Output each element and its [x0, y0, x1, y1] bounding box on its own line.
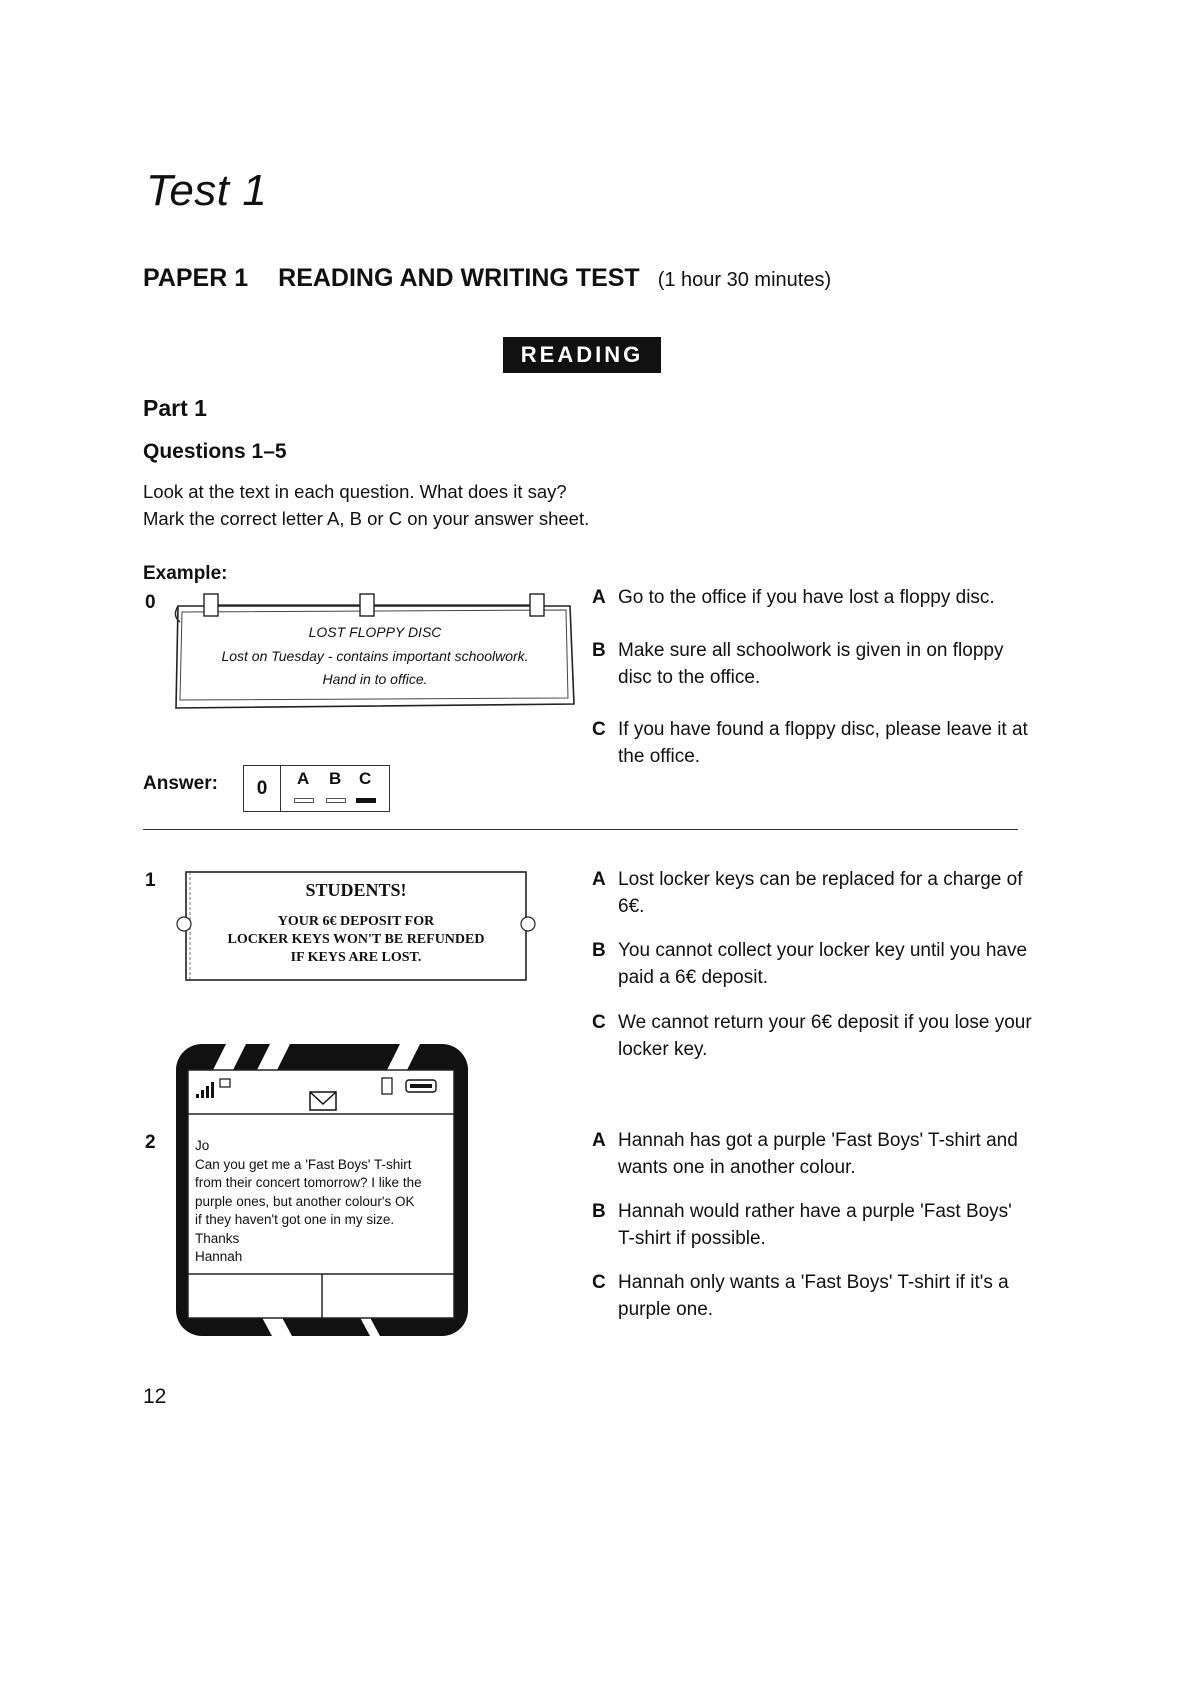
example-option-b [592, 637, 1032, 691]
answer-mark-b [326, 798, 346, 803]
test-title: Test 1 [146, 166, 268, 215]
paper-label: PAPER 1 [143, 264, 249, 292]
option-text: Hannah only wants a 'Fast Boys' T-shirt if it's a purple one. [618, 1272, 1009, 1320]
sms-line-1: Jo [195, 1138, 210, 1153]
sign-line-3: IF KEYS ARE LOST. [290, 950, 422, 965]
paper-heading [143, 264, 831, 293]
option-text: Make sure all schoolwork is given in on floppy disc to the office. [618, 640, 1004, 688]
part-title: Part 1 [143, 395, 207, 421]
sign-line-2: LOCKER KEYS WON'T BE REFUNDED [227, 932, 485, 947]
notice-line-1: Lost on Tuesday - contains important schoolwork. [221, 648, 529, 664]
notice-line-2: Hand in to office. [322, 671, 428, 687]
answer-letter-c: C [359, 769, 372, 788]
sms-line-7: Hannah [195, 1249, 243, 1264]
example-number: 0 [145, 592, 156, 613]
paper-name: READING AND WRITING TEST [278, 264, 640, 292]
question-2-option-c [592, 1269, 1032, 1323]
question-2-number: 2 [145, 1132, 156, 1153]
answer-mark-c [356, 798, 376, 803]
answer-label: Answer: [143, 773, 218, 794]
answer-box [243, 765, 390, 812]
sign-heading: STUDENTS! [305, 880, 407, 900]
question-2-option-b [592, 1198, 1032, 1252]
option-letter: C [592, 719, 606, 740]
pin-icon [204, 594, 218, 616]
option-letter: B [592, 640, 606, 661]
question-1-number: 1 [145, 870, 156, 891]
section-banner: READING [503, 337, 661, 373]
question-1-option-c [592, 1009, 1032, 1063]
option-text: Hannah would rather have a purple 'Fast Boys' T-shirt if possible. [618, 1201, 1012, 1249]
option-letter: B [592, 1201, 606, 1222]
option-letter: A [592, 869, 606, 890]
question-1-option-a [592, 866, 1032, 920]
answer-letter-b: B [329, 769, 342, 788]
page-number: 12 [143, 1385, 167, 1408]
sms-line-3: from their concert tomorrow? I like the [195, 1175, 422, 1190]
option-text: You cannot collect your locker key until you have paid a 6€ deposit. [618, 940, 1028, 988]
sms-line-2: Can you get me a 'Fast Boys' T-shirt [195, 1156, 412, 1172]
pin-icon [530, 594, 544, 616]
option-text: If you have found a floppy disc, please leave it at the office. [618, 719, 1028, 767]
option-text: We cannot return your 6€ deposit if you lose your locker key. [618, 1012, 1032, 1060]
option-letter: A [592, 587, 606, 608]
example-option-c [592, 716, 1032, 770]
option-text: Go to the office if you have lost a floppy disc. [618, 587, 995, 608]
answer-mark-a [294, 798, 314, 803]
option-text: Hannah has got a purple 'Fast Boys' T-shirt and wants one in another colour. [618, 1130, 1018, 1178]
option-letter: C [592, 1272, 606, 1293]
notice-title: LOST FLOPPY DISC [308, 624, 442, 640]
option-letter: C [592, 1012, 606, 1033]
pin-icon [360, 594, 374, 616]
example-option-a [592, 584, 1032, 611]
option-letter: B [592, 940, 606, 961]
sms-line-4: purple ones, but another colour's OK [195, 1193, 415, 1209]
section-divider [143, 829, 1018, 830]
answer-letter-a: A [297, 769, 310, 788]
instruction-line-2: Mark the correct letter A, B or C on your answer sheet. [143, 508, 590, 529]
paper-duration: (1 hour 30 minutes) [657, 269, 832, 291]
option-text: Lost locker keys can be replaced for a charge of 6€. [618, 869, 1023, 917]
instruction-line-1: Look at the text in each question. What does it say? [143, 481, 567, 502]
sms-line-5: if they haven't got one in my size. [195, 1212, 395, 1227]
sms-line-6: Thanks [195, 1230, 240, 1246]
answer-number: 0 [244, 766, 281, 811]
questions-title: Questions 1–5 [143, 440, 287, 463]
option-letter: A [592, 1130, 606, 1151]
example-label: Example: [143, 563, 228, 584]
sign-line-1: YOUR 6€ DEPOSIT FOR [277, 914, 435, 929]
question-2-option-a [592, 1127, 1032, 1181]
question-1-option-b [592, 937, 1032, 991]
